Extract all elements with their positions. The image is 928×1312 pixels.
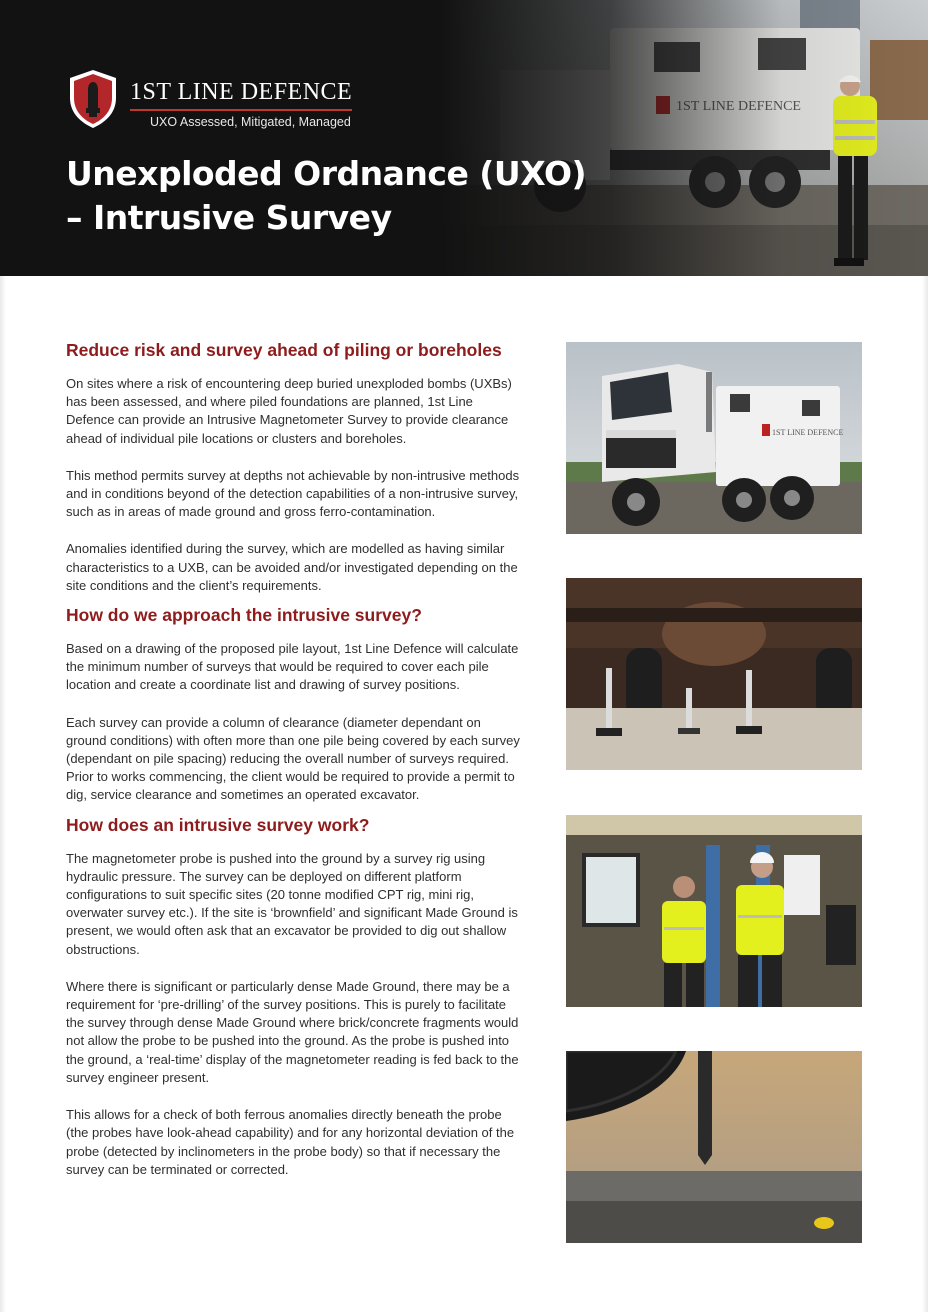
section-reduce-risk bbox=[66, 338, 524, 595]
section-heading: Reduce risk and survey ahead of piling or boreholes bbox=[66, 340, 502, 360]
page-title bbox=[66, 152, 586, 240]
brand-tagline: UXO Assessed, Mitigated, Managed bbox=[150, 115, 351, 129]
paragraph: This method permits survey at depths not achievable by non-intrusive methods and in conditions beyond of the detection capabilities of a non-intrusive survey, such as in areas of made ground and gross ferro-contamination. bbox=[66, 467, 520, 520]
paragraph: This allows for a check of both ferrous anomalies directly beneath the probe (the probes have look-ahead capability) and for any horizontal deviation of the probe (detected by inclinometers in the probe body) so that if necessary the survey can be terminated or corrected. bbox=[66, 1107, 515, 1177]
paragraph: Each survey can provide a column of clearance (diameter dependant on ground conditions) with often more than one pile being covered by each survey (dependant on pile spacing) reducing the overall number of surveys required. Prior to works commencing, the client would be required to provide a permit to dig, service clearance and sometimes an operated excavator. bbox=[66, 714, 520, 803]
section-heading: How do we approach the intrusive survey? bbox=[66, 605, 422, 626]
section-approach bbox=[66, 603, 524, 805]
page-edge-right bbox=[922, 276, 928, 1312]
shield-icon bbox=[66, 68, 120, 130]
photo-rig-underside bbox=[566, 578, 862, 770]
brand-name: 1ST LINE DEFENCE bbox=[130, 80, 352, 111]
photo-probe-in-ground bbox=[566, 1051, 862, 1243]
page-title-line-1: Unexploded Ordnance (UXO) bbox=[66, 154, 587, 193]
section-heading: How does an intrusive survey work? bbox=[66, 814, 370, 835]
page-edge-left bbox=[0, 276, 6, 1312]
photo-engineers-in-rig bbox=[566, 815, 862, 1007]
header-banner bbox=[0, 0, 928, 276]
section-how-it-works bbox=[66, 813, 524, 1179]
paragraph: Anomalies identified during the survey, which are modelled as having similar characteristics to a UXB, can be avoided and/or investigated depending on the site conditions and the client’s requirements. bbox=[66, 541, 518, 593]
truck-sign-text: 1ST LINE DEFENCE bbox=[772, 428, 844, 437]
paragraph: Where there is significant or particularly dense Made Ground, there may be a requirement for ‘pre-drilling’ of the survey positions. This is purely to facilitate the survey through dense Made Ground where brick/concrete fragments would not allow the probe to be pushed into the ground. As the probe is pushed into the ground, a ‘real-time’ display of the magnetometer reading is fed back to the survey engineer present. bbox=[66, 978, 519, 1085]
page-title-line-2: – Intrusive Survey bbox=[66, 198, 392, 237]
main-text-column bbox=[66, 338, 524, 1198]
paragraph: On sites where a risk of encountering deep buried unexploded bombs (UXBs) has been assessed, and where piled foundations are planned, 1st Line Defence can provide an Intrusive Magnetometer Survey to provide clearance ahead of individual pile locations or clusters and boreholes. bbox=[66, 376, 512, 446]
paragraph: The magnetometer probe is pushed into the ground by a survey rig using hydraulic pressure. The survey can be deployed on different platform configurations to suit specific sites (20 tonne modified CPT rig, mini rig, overwater survey etc.). If the site is ‘brownfield’ and significant Made Ground is present, we would often ask that an excavator be provided to dig out shallow obstructions. bbox=[66, 850, 518, 957]
photo-survey-truck bbox=[566, 342, 862, 534]
paragraph: Based on a drawing of the proposed pile layout, 1st Line Defence will calculate the minimum number of surveys that would be required to cover each pile location and create a coordinate list and drawing of survey positions. bbox=[66, 641, 519, 693]
company-logo bbox=[66, 68, 352, 130]
